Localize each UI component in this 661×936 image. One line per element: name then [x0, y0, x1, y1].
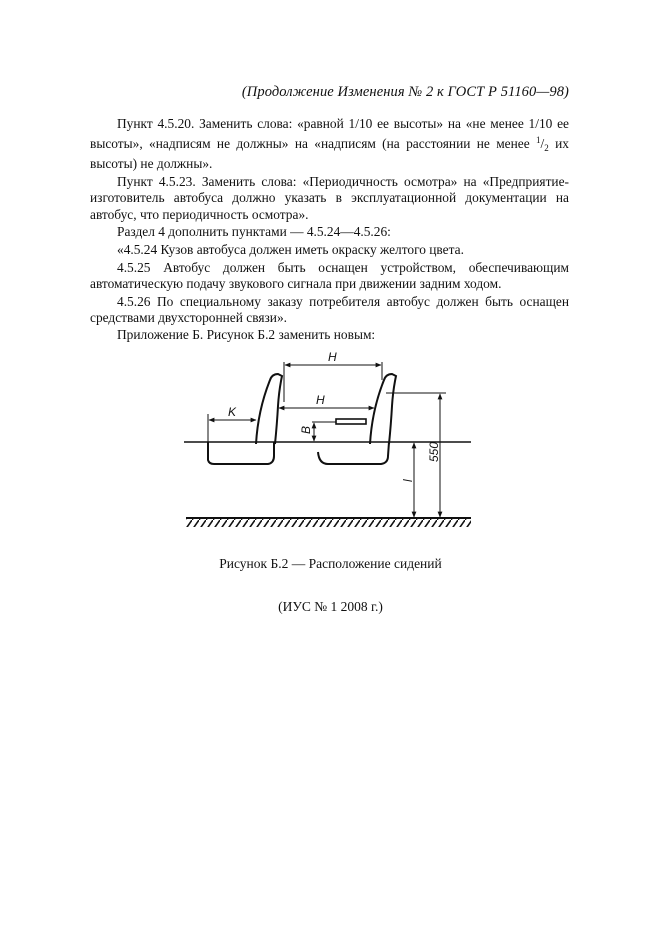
label-H-inner: H: [316, 393, 325, 407]
label-K: K: [228, 405, 237, 419]
seat-arrangement-figure: [178, 340, 478, 540]
label-550: 550: [427, 441, 441, 462]
label-B: B: [299, 425, 313, 434]
floor-line: [186, 518, 471, 527]
document-body: [90, 116, 569, 345]
label-H-top: H: [328, 350, 337, 364]
paragraph-section-4: Раздел 4 дополнить пунктами — 4.5.24—4.5.26:: [117, 224, 391, 240]
fraction-denominator: 2: [544, 143, 549, 154]
paragraph-4-5-23: Пункт 4.5.23. Заменить слова: «Периодичность осмотра» на «Предприятие-изготовитель автобуса должно указать в эксплуатационной документации на автобус, что периодичность осмотра».: [90, 174, 569, 222]
paragraph-appendix-b: Приложение Б. Рисунок Б.2 заменить новым:: [117, 327, 376, 343]
dimension-H-top: [284, 362, 382, 402]
paragraph-4-5-20: Пункт 4.5.20. Заменить слова: «равной 1/10 ее высоты» на «не менее 1/10 ее высоты», «надписям не должны» на «надписям (на расстоянии не менее $^1/_2$ их высоты) не должны».: [90, 116, 569, 172]
figure-caption: Рисунок Б.2 — Расположение сидений: [219, 556, 442, 571]
ius-reference: (ИУС № 1 2008 г.): [278, 599, 383, 614]
paragraph-4-5-26: 4.5.26 По специальному заказу потребителя автобус должен быть оснащен средствами двухсторонней связи».: [90, 293, 569, 325]
paragraph-4-5-24: «4.5.24 Кузов автобуса должен иметь окраску желтого цвета.: [117, 241, 464, 257]
fraction-numerator: 1: [536, 135, 541, 146]
dimension-B: [312, 422, 336, 441]
armrest: [336, 419, 366, 424]
page-header: (Продолжение Изменения № 2 к ГОСТ Р 51160—98): [241, 84, 569, 100]
left-seat: [208, 374, 282, 464]
label-l: l: [401, 479, 415, 482]
paragraph-4-5-25: 4.5.25 Автобус должен быть оснащен устройством, обеспечивающим автоматическую подачу звукового сигнала при движении задним ходом.: [90, 259, 569, 291]
